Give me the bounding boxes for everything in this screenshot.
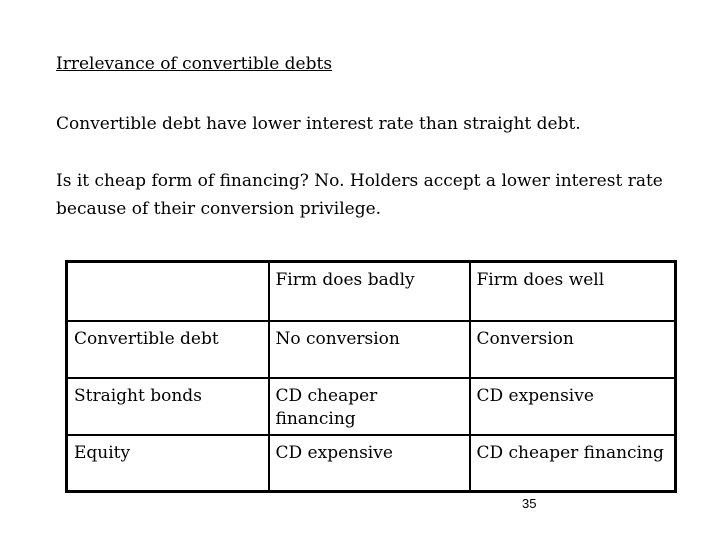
row-label-equity: Equity bbox=[67, 435, 269, 492]
table-corner-cell bbox=[67, 262, 269, 321]
table-cell: CD expensive bbox=[470, 378, 676, 435]
table-cell: CD cheaper financing bbox=[269, 378, 470, 435]
page-number: 35 bbox=[522, 496, 537, 511]
table-header-row bbox=[67, 262, 676, 321]
column-header-firm-does-well: Firm does well bbox=[470, 262, 676, 321]
table-cell: CD expensive bbox=[269, 435, 470, 492]
comparison-table bbox=[65, 260, 677, 493]
table-cell: Conversion bbox=[470, 321, 676, 378]
row-label-convertible-debt: Convertible debt bbox=[67, 321, 269, 378]
table-cell: CD cheaper financing bbox=[470, 435, 676, 492]
table-row bbox=[67, 321, 676, 378]
row-label-straight-bonds: Straight bonds bbox=[67, 378, 269, 435]
table-cell: No conversion bbox=[269, 321, 470, 378]
table-row bbox=[67, 378, 676, 435]
paragraph-interest-rate: Convertible debt have lower interest rate than straight debt. bbox=[56, 114, 581, 134]
slide-title: Irrelevance of convertible debts bbox=[56, 54, 333, 74]
paragraph-financing-question: Is it cheap form of financing? No. Holders accept a lower interest rate because of their conversion privilege. bbox=[56, 171, 663, 219]
table-row bbox=[67, 435, 676, 492]
column-header-firm-does-badly: Firm does badly bbox=[269, 262, 470, 321]
